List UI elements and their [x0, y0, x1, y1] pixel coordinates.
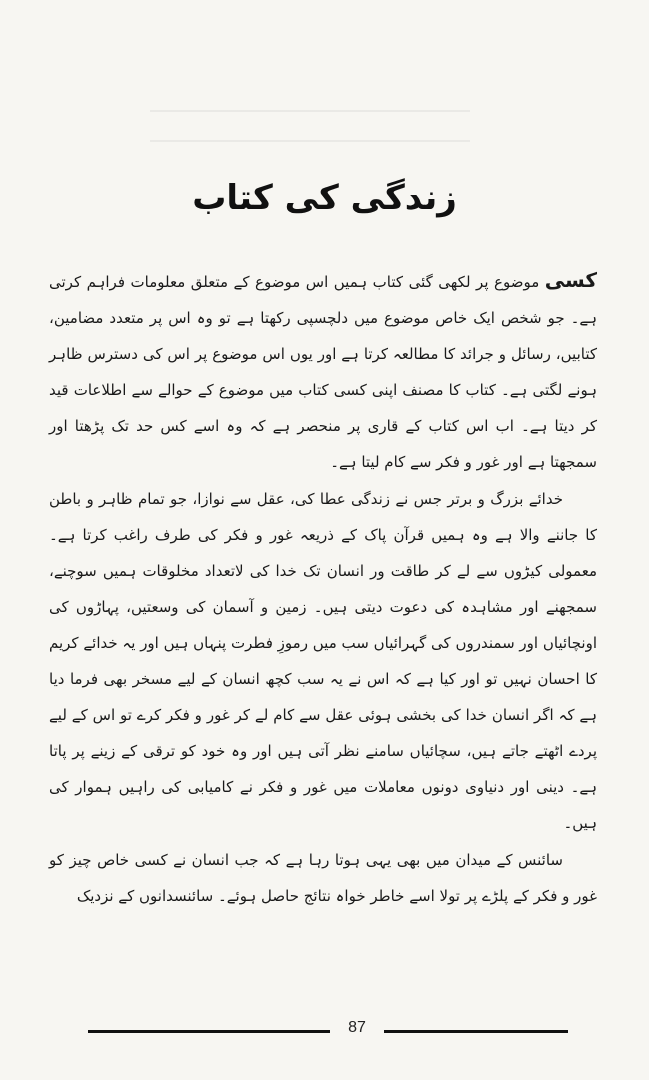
chapter-title: زندگی کی کتاب — [192, 178, 457, 218]
footer-rule-right — [384, 1030, 568, 1033]
paragraph-text: خدائے بزرگ و برتر جس نے زندگی عطا کی، عقل سے نوازا، جو تمام ظاہر و باطن کا جاننے والا ہے وہ ہمیں قرآن پاک کے ذریعہ غور و فکر کی طرف راغب کرتا ہے۔ معمولی کیڑوں سے لے کر طاقت ور انسان تک خدا کی لاتعداد مخلوقات ہمیں سوچنے، سمجھنے اور مشاہدہ کی دعوت دیتی ہیں۔ زمین و آسمان کی وسعتیں، پہاڑوں کی اونچائیاں اور سمندروں کی گہرائیاں سب میں رموزِ فطرت پنہاں ہیں اور یہ خدائے کریم کا احسان نہیں تو اور کیا ہے کہ اس نے یہ سب کچھ انسان کے لیے مسخر بھی فرما دیا ہے کہ اگر انسان خدا کی بخشی ہوئی عقل سے کام لے کر غور و فکر کرے تو اس کے لیے پردے اٹھتے جاتے ہیں، سچائیاں سامنے نظر آتی ہیں اور وہ خود کو ترقی کے زینے پر پاتا ہے۔ دینی اور دنیاوی دونوں معاملات میں غور و فکر نے کامیابی کی راہیں ہموار کی ہیں۔ — [49, 489, 597, 833]
paragraph — [49, 262, 597, 481]
body-text — [49, 262, 597, 914]
paragraph-text: سائنس کے میدان میں بھی یہی ہوتا رہا ہے کہ جب انسان نے کسی خاص چیز کو غور و فکر کے پلڑے پر تولا اسے خاطر خواہ نتائج حاصل ہوئے۔ سائنسدانوں کے نزدیک — [49, 850, 597, 905]
paragraph — [49, 842, 597, 914]
paragraph — [49, 481, 597, 842]
lead-word: کسی — [544, 268, 597, 292]
footer-rule-left — [88, 1030, 330, 1033]
show-through-text — [150, 96, 470, 156]
page-number: 87 — [348, 1019, 366, 1036]
paragraph-text: موضوع پر لکھی گئی کتاب ہمیں اس موضوع کے متعلق معلومات فراہم کرتی ہے۔ جو شخص ایک خاص موضوع میں دلچسپی رکھتا ہے تو وہ اس پر متعدد مضامین، کتابیں، رسائل و جرائد کا مطالعہ کرتا ہے اور یوں اس موضوع پر اس کی دسترس ظاہر ہونے لگتی ہے۔ کتاب کا مصنف اپنی کسی کتاب میں موضوع کے حوالے سے اطلاعات قید کر دیتا ہے۔ اب اس کتاب کے قاری پر منحصر ہے کہ وہ اسے کس حد تک پڑھتا اور سمجھتا ہے اور غور و فکر سے کام لیتا ہے۔ — [49, 273, 597, 472]
